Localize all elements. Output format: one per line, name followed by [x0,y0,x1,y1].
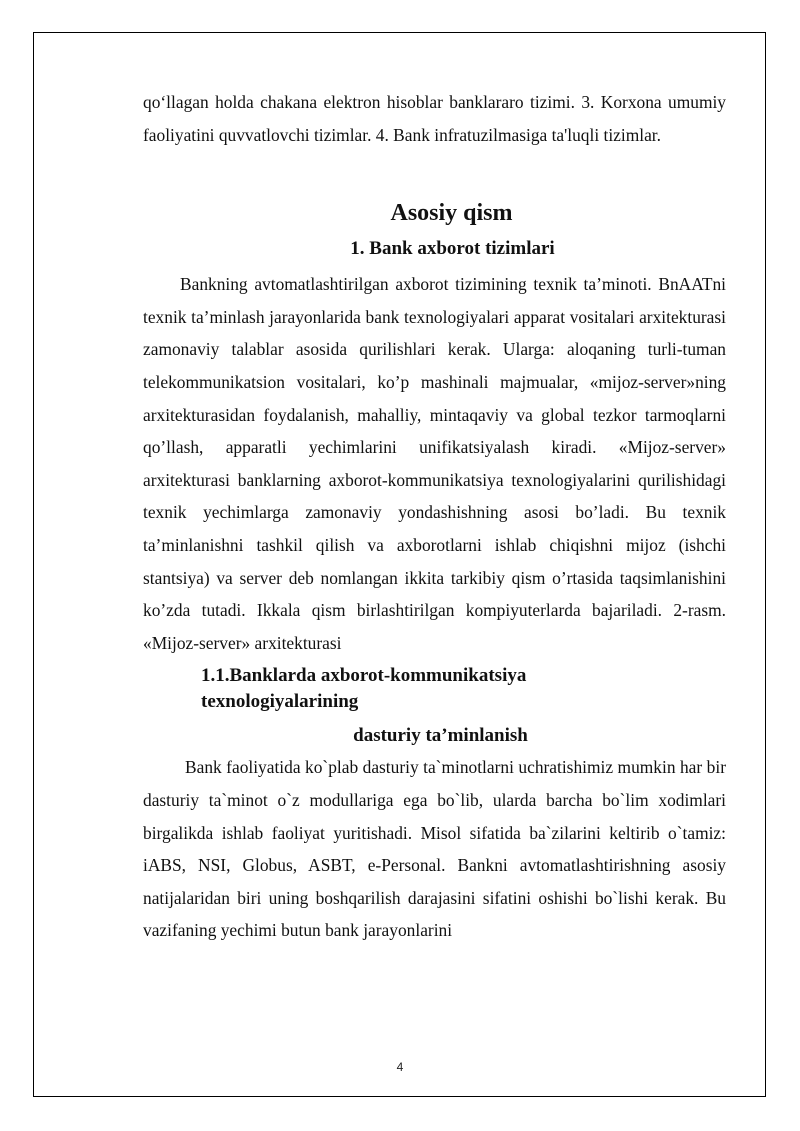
intro-paragraph: qo‘llagan holda chakana elektron hisoblar banklararo tizimi. 3. Korxona umumiy faoliyatini quvvatlovchi tizimlar. 4. Bank infratuzilmasiga ta'luqli tizimlar. [143,92,726,145]
document-body [143,86,726,947]
section-1-1-paragraph: Bank faoliyatida ko`plab dasturiy ta`minotlarni uchratishimiz mumkin har bir dasturiy ta`minot o`z modullariga ega bo`lib, ularda barcha bo`lim xodimlari birgalikda ishlab faoliyat yuritishadi. Misol sifatida ba`zilarini keltirib o`tamiz: iABS, NSI, Globus, ASBT, e-Personal. Bankni avtomatlashtirishning asosiy natijalaridan biri uning boshqarilish darajasini sifatini oshishi bo`lishi kerak. Bu vazifaning yechimi butun bank jarayonlarini [143,757,726,941]
section-1-1-heading: 1.1.Banklarda axborot-kommunikatsiya texnologiyalarining [201,665,527,713]
section-1-paragraph: Bankning avtomatlashtirilgan axborot tizimining texnik ta’minoti. BnAATni texnik ta’minlash jarayonlarida bank texnologiyalari apparat vositalari arxitekturasi zamonaviy talablar asosida qurilishlari kerak. Ularga: aloqaning turli-tuman telekommunikatsion vositalari, ko’p mashinali majmualar, «mijoz-server»ning arxitekturasidan foydalanish, mahalliy, mintaqaviy va global tezkor tarmoqlarni qo’llash, apparatli yechimlarini unifikatsiyalash kiradi. «Mijoz-server» arxitekturasi banklarning axborot-kommunikatsiya texnologiyalarini qurilishidagi texnik yechimlarga zamonaviy yondashishning asosi bo’ladi. Bu texnik ta’minlanishni tashkil qilish va axborotlarni ishlab chiqishni mijoz (ishchi stantsiya) va server deb nomlangan ikkita tarkibiy qism o’rtasida taqsimlanishini ko’zda tutadi. Ikkala qism birlashtirilgan kompiyuterlarda bajariladi. 2-rasm. «Mijoz-server» arxitekturasi [143,274,726,653]
section-1-1-heading-continuation: dasturiy ta’minlanish [353,725,528,747]
section-1-heading: 1. Bank axborot tizimlari [350,238,555,260]
page-number: 4 [396,1060,404,1074]
main-heading: Asosiy qism [390,200,513,227]
